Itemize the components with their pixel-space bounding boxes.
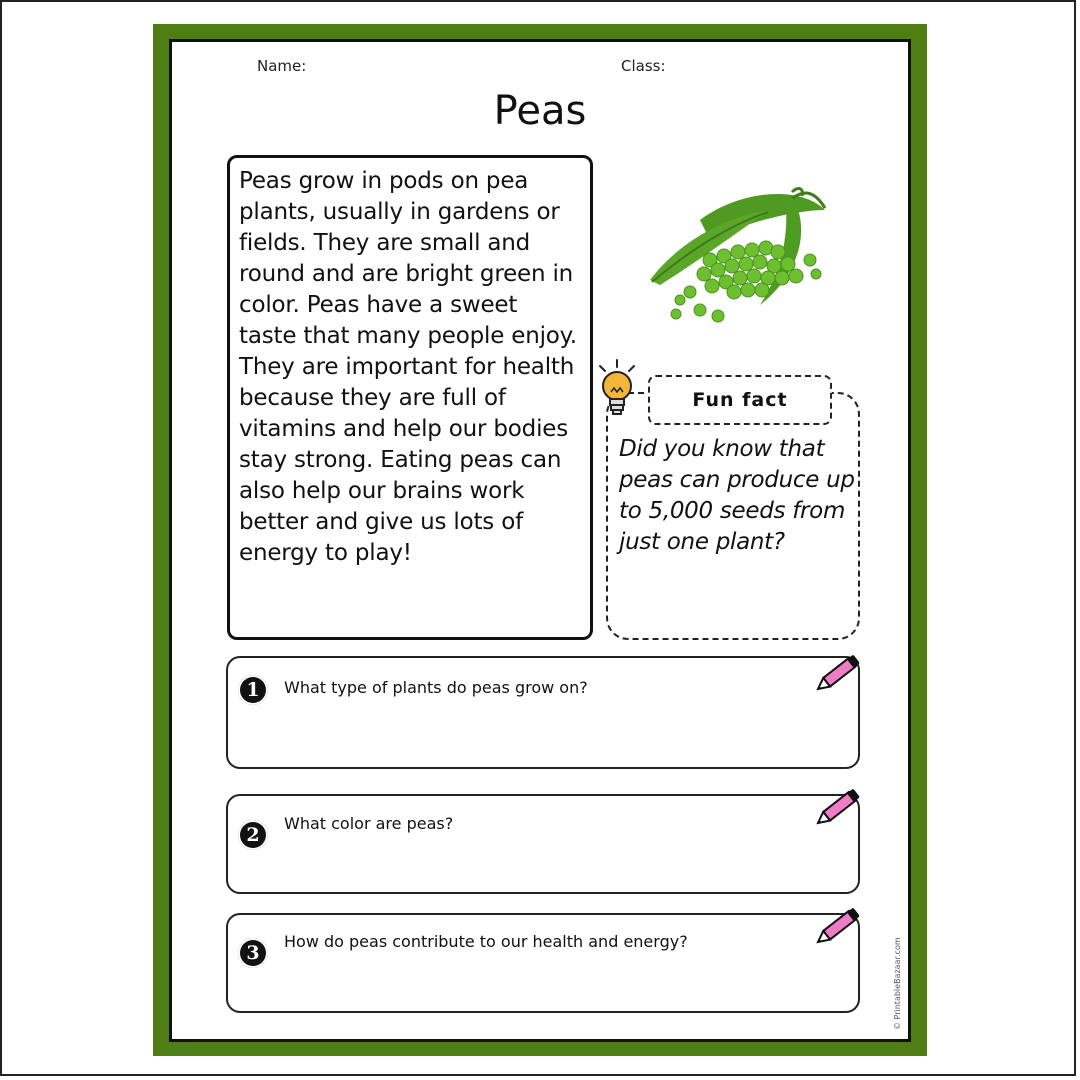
class-label: Class: <box>621 57 666 75</box>
peas-in-pod-image <box>640 180 840 330</box>
reading-passage: Peas grow in pods on pea plants, usually in gardens or fields. They are small and round and are bright green in color. Peas have a sweet taste that many people enjoy. They are important for health because they are full of vitamins and help our bodies stay strong. Eating peas can also help our brains work better and give us lots of energy to play! <box>239 168 577 566</box>
fun-fact-heading: Fun fact <box>648 375 832 425</box>
question-1-text: What type of plants do peas grow on? <box>284 678 588 697</box>
question-1-box[interactable] <box>226 656 860 769</box>
fun-fact-text: Did you know that peas can produce up to 5,000 seeds from just one plant? <box>619 436 855 555</box>
question-number: 3 <box>238 938 268 968</box>
name-label: Name: <box>257 57 307 75</box>
pencil-icon <box>810 903 866 951</box>
question-3-box[interactable] <box>226 913 860 1013</box>
question-2-text: What color are peas? <box>284 814 454 833</box>
pencil-icon <box>810 784 866 832</box>
question-number: 2 <box>238 820 268 850</box>
question-2-box[interactable] <box>226 794 860 894</box>
question-number: 1 <box>238 675 268 705</box>
pencil-icon <box>810 650 866 698</box>
page-title: Peas <box>493 88 587 134</box>
watermark: © PrintableBazaar.com <box>893 937 902 1030</box>
lightbulb-icon <box>594 358 640 420</box>
reading-passage-box <box>227 155 593 640</box>
question-3-text: How do peas contribute to our health and energy? <box>284 932 688 951</box>
